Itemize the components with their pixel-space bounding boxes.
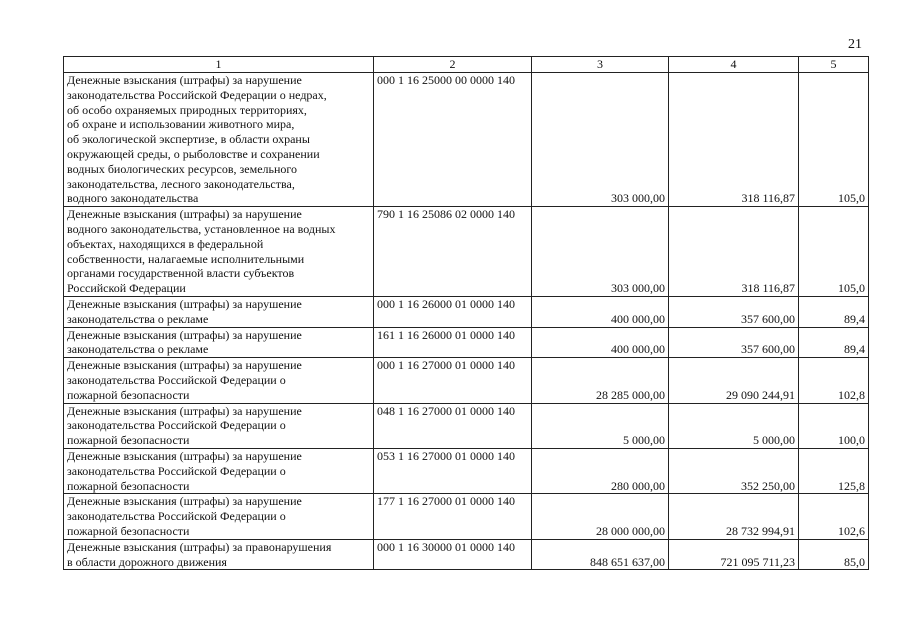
row-plan-amount: 28 285 000,00 <box>532 358 669 403</box>
row-actual-amount: 28 732 994,91 <box>669 494 799 539</box>
table-row <box>64 207 869 297</box>
description-line: законодательства Российской Федерации о <box>67 372 286 387</box>
description-line: водных биологических ресурсов, земельного <box>67 161 298 176</box>
row-plan-amount: 5 000,00 <box>532 403 669 448</box>
table-row <box>64 539 869 570</box>
row-percent: 89,4 <box>799 296 869 327</box>
row-percent: 89,4 <box>799 327 869 358</box>
row-description <box>64 403 374 448</box>
description-line: водного законодательства <box>67 191 199 206</box>
row-percent: 105,0 <box>799 207 869 297</box>
description-line: Денежные взыскания (штрафы) за нарушение <box>67 448 302 463</box>
table-row <box>64 73 869 207</box>
row-actual-amount: 5 000,00 <box>669 403 799 448</box>
row-budget-code: 790 1 16 25086 02 0000 140 <box>374 207 532 297</box>
description-line: пожарной безопасности <box>67 433 190 448</box>
row-plan-amount: 848 651 637,00 <box>532 539 669 570</box>
table-row <box>64 358 869 403</box>
header-col-4: 4 <box>669 57 799 73</box>
row-description <box>64 494 374 539</box>
table-row <box>64 494 869 539</box>
description-line: Денежные взыскания (штрафы) за нарушение <box>67 73 302 87</box>
table-row <box>64 448 869 493</box>
row-plan-amount: 28 000 000,00 <box>532 494 669 539</box>
header-col-5: 5 <box>799 57 869 73</box>
description-line: Российской Федерации <box>67 281 186 296</box>
row-budget-code: 000 1 16 30000 01 0000 140 <box>374 539 532 570</box>
description-line: водного законодательства, установленное на водных <box>67 221 336 236</box>
row-plan-amount: 400 000,00 <box>532 296 669 327</box>
description-line: в области дорожного движения <box>67 554 227 569</box>
row-budget-code: 161 1 16 26000 01 0000 140 <box>374 327 532 358</box>
table-header-row <box>64 57 869 73</box>
description-line: пожарной безопасности <box>67 387 190 402</box>
description-line: законодательства о рекламе <box>67 342 209 357</box>
row-description <box>64 73 374 207</box>
row-description <box>64 207 374 297</box>
row-percent: 100,0 <box>799 403 869 448</box>
row-percent: 125,8 <box>799 448 869 493</box>
row-budget-code: 000 1 16 27000 01 0000 140 <box>374 358 532 403</box>
description-line: об экологической экспертизе, в области охраны <box>67 132 310 147</box>
row-actual-amount: 29 090 244,91 <box>669 358 799 403</box>
page-number: 21 <box>848 37 862 52</box>
row-plan-amount: 280 000,00 <box>532 448 669 493</box>
description-line: органами государственной власти субъектов <box>67 266 295 281</box>
table-row <box>64 327 869 358</box>
row-percent: 85,0 <box>799 539 869 570</box>
description-line: законодательства, лесного законодательства, <box>67 176 295 191</box>
row-description <box>64 539 374 570</box>
row-actual-amount: 318 116,87 <box>669 207 799 297</box>
row-plan-amount: 303 000,00 <box>532 73 669 207</box>
description-line: об охране и использовании животного мира, <box>67 117 295 132</box>
row-description <box>64 358 374 403</box>
header-col-3: 3 <box>532 57 669 73</box>
row-actual-amount: 318 116,87 <box>669 73 799 207</box>
row-budget-code: 000 1 16 25000 00 0000 140 <box>374 73 532 207</box>
row-budget-code: 177 1 16 27000 01 0000 140 <box>374 494 532 539</box>
row-actual-amount: 721 095 711,23 <box>669 539 799 570</box>
row-percent: 105,0 <box>799 73 869 207</box>
description-line: Денежные взыскания (штрафы) за нарушение <box>67 207 302 222</box>
row-description <box>64 327 374 358</box>
description-line: законодательства о рекламе <box>67 311 209 326</box>
description-line: пожарной безопасности <box>67 478 190 493</box>
header-col-1: 1 <box>64 57 374 73</box>
row-actual-amount: 352 250,00 <box>669 448 799 493</box>
row-actual-amount: 357 600,00 <box>669 296 799 327</box>
row-budget-code: 048 1 16 27000 01 0000 140 <box>374 403 532 448</box>
row-percent: 102,8 <box>799 358 869 403</box>
description-line: Денежные взыскания (штрафы) за нарушение <box>67 296 302 311</box>
description-line: Денежные взыскания (штрафы) за нарушение <box>67 494 302 509</box>
description-line: Денежные взыскания (штрафы) за нарушение <box>67 403 302 418</box>
row-description <box>64 296 374 327</box>
row-budget-code: 053 1 16 27000 01 0000 140 <box>374 448 532 493</box>
row-plan-amount: 400 000,00 <box>532 327 669 358</box>
description-line: законодательства Российской Федерации о <box>67 509 286 524</box>
revenue-table <box>63 56 869 570</box>
table-row <box>64 296 869 327</box>
description-line: Денежные взыскания (штрафы) за правонарушения <box>67 539 332 554</box>
description-line: Денежные взыскания (штрафы) за нарушение <box>67 358 302 373</box>
row-plan-amount: 303 000,00 <box>532 207 669 297</box>
description-line: Денежные взыскания (штрафы) за нарушение <box>67 327 302 342</box>
row-description <box>64 448 374 493</box>
row-actual-amount: 357 600,00 <box>669 327 799 358</box>
description-line: законодательства Российской Федерации о недрах, <box>67 87 327 102</box>
description-line: об особо охраняемых природных территориях, <box>67 102 307 117</box>
description-line: законодательства Российской Федерации о <box>67 418 286 433</box>
description-line: законодательства Российской Федерации о <box>67 463 286 478</box>
row-percent: 102,6 <box>799 494 869 539</box>
description-line: собственности, налагаемые исполнительными <box>67 251 305 266</box>
description-line: пожарной безопасности <box>67 523 190 538</box>
table-row <box>64 403 869 448</box>
row-budget-code: 000 1 16 26000 01 0000 140 <box>374 296 532 327</box>
description-line: окружающей среды, о рыболовстве и сохранении <box>67 146 320 161</box>
header-col-2: 2 <box>374 57 532 73</box>
description-line: объектах, находящихся в федеральной <box>67 236 264 251</box>
